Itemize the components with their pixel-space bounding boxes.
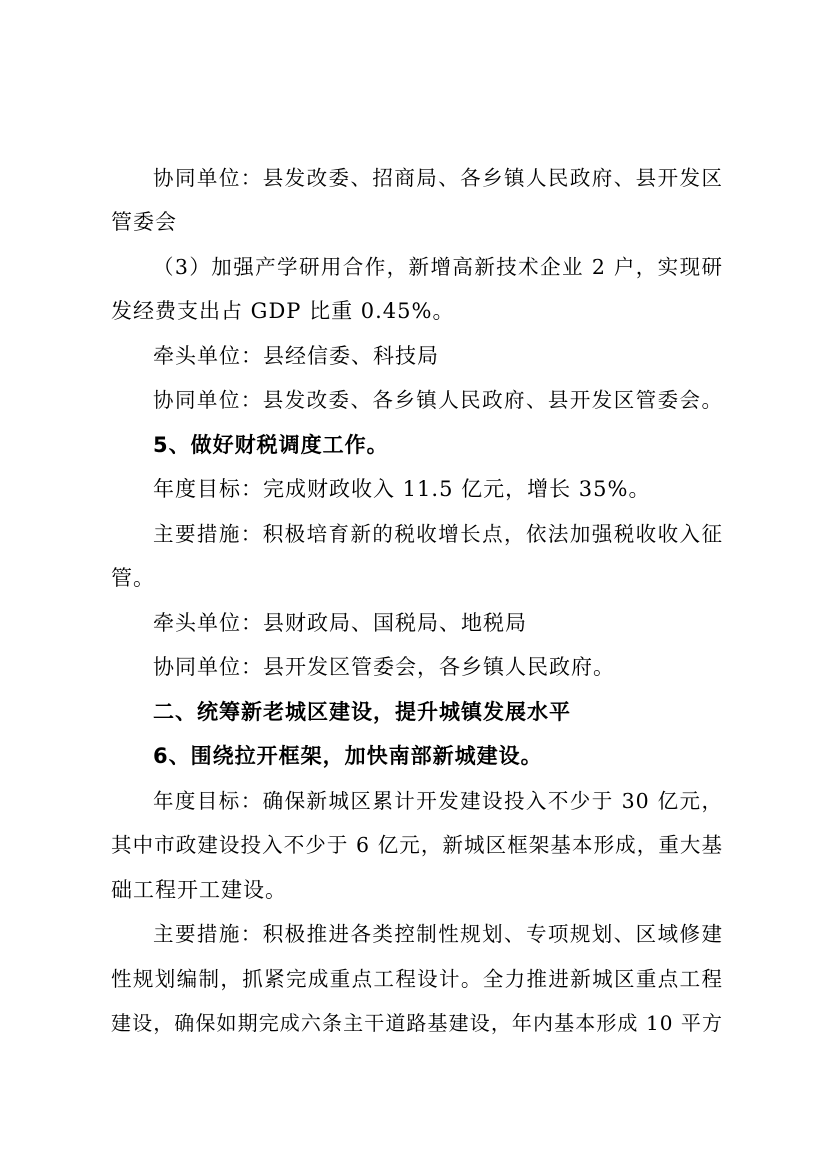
- main-measures-line: 主要措施：积极推进各类控制性规划、专项规划、区域修建: [153, 922, 723, 946]
- chapter-heading: 二、统筹新老城区建设，提升城镇发展水平: [153, 700, 571, 724]
- annual-target-line: 年度目标：确保新城区累计开发建设投入不少于 30 亿元，: [153, 789, 723, 813]
- section-heading: 6、围绕拉开框架，加快南部新城建设。: [153, 744, 543, 768]
- annual-target-line: 年度目标：完成财政收入 11.5 亿元，增长 35%。: [153, 477, 651, 501]
- paragraph-line: 建设，确保如期完成六条主干道路基建设，年内基本形成 10 平方: [111, 1011, 723, 1035]
- lead-unit-line: 牵头单位：县财政局、国税局、地税局: [153, 611, 527, 635]
- cooperating-unit-line: 协同单位：县发改委、各乡镇人民政府、县开发区管委会。: [153, 388, 723, 412]
- paragraph-line: （3）加强产学研用合作，新增高新技术企业 2 户，实现研: [153, 255, 723, 279]
- paragraph-line: 管委会: [111, 210, 177, 234]
- main-measures-line: 主要措施：积极培育新的税收增长点，依法加强税收收入征: [153, 522, 723, 546]
- lead-unit-line: 牵头单位：县经信委、科技局: [153, 344, 439, 368]
- section-heading: 5、做好财税调度工作。: [153, 433, 389, 457]
- paragraph-line: 性规划编制，抓紧完成重点工程设计。全力推进新城区重点工程: [111, 967, 723, 991]
- paragraph-line: 其中市政建设投入不少于 6 亿元，新城区框架基本形成，重大基: [111, 833, 723, 857]
- paragraph-line: 协同单位：县发改委、招商局、各乡镇人民政府、县开发区: [153, 166, 723, 190]
- paragraph-line: 管。: [111, 566, 155, 590]
- paragraph-line: 础工程开工建设。: [111, 878, 287, 902]
- paragraph-line: 发经费支出占 GDP 比重 0.45%。: [111, 299, 455, 323]
- cooperating-unit-line: 协同单位：县开发区管委会，各乡镇人民政府。: [153, 655, 615, 679]
